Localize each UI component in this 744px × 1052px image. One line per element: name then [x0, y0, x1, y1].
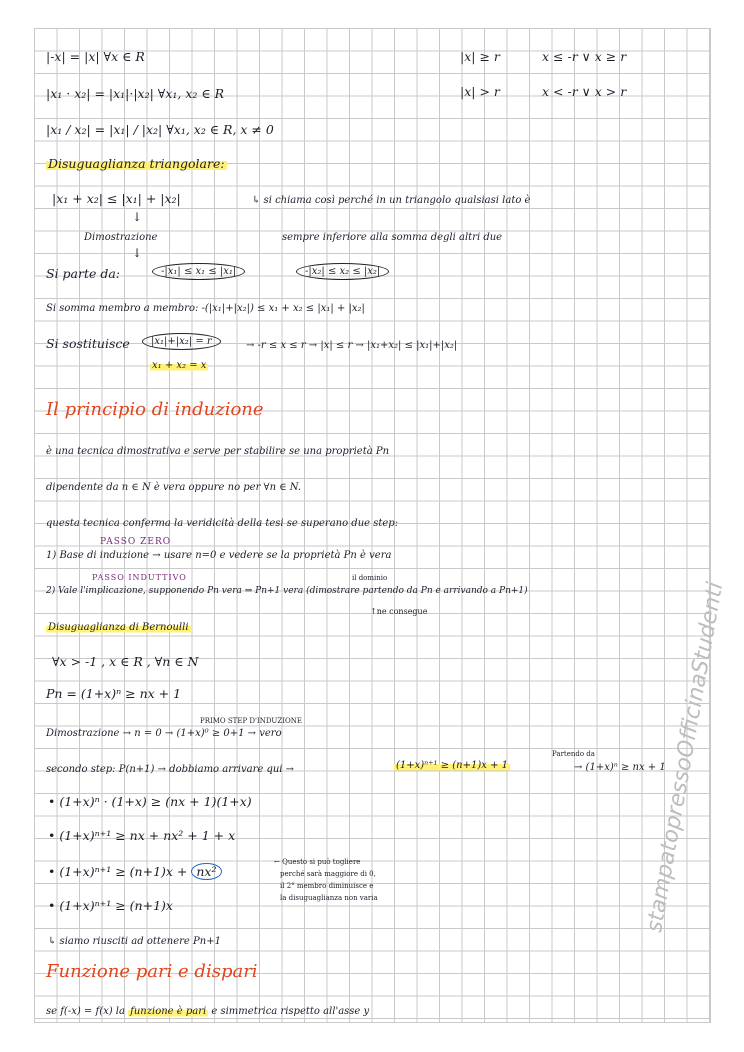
abs-property-right-1b: x ≤ -r ∨ x ≥ r — [542, 49, 627, 64]
bernoulli-note-1: ← Questo si può togliere — [274, 858, 361, 866]
bernoulli-demo: Dimostrazione → n = 0 → (1+x)⁰ ≥ 0+1 → vero — [46, 728, 282, 739]
step-zero-label: PASSO ZERO — [100, 537, 172, 547]
bernoulli-from-note: Partendo da — [552, 750, 595, 758]
triangle-start-label: Si parte da: — [46, 266, 121, 281]
induction-step-1: 1) Base di induzione → usare n=0 e vedere se la proprietà Pn è vera — [46, 550, 392, 561]
step-inductive-label: PASSO INDUTTIVO — [92, 573, 187, 582]
induction-paragraph-3: questa tecnica conferma la veridicità della tesi se superano due step: — [46, 518, 399, 529]
bernoulli-bullet-3: • (1+x)ⁿ⁺¹ ≥ (n+1)x + nx² — [48, 864, 222, 880]
induction-paragraph-1: è una tecnica dimostrativa e serve per stabilire se una proprietà Pn — [46, 446, 390, 457]
triangle-comment: ↳ si chiama così perché in un triangolo qualsiasi lato è — [252, 195, 531, 206]
section-title-triangle: Disuguaglianza triangolare: — [48, 156, 225, 171]
bernoulli-step-2: secondo step: P(n+1) → dobbiamo arrivare qui → — [46, 764, 295, 775]
abs-property-right-2a: |x| > r — [460, 84, 500, 99]
induction-step-2: 2) Vale l'implicazione, supponendo Pn vera ⇒ Pn+1 vera (dimostrare partendo da Pn e arrivando a Pn+1) — [46, 586, 528, 596]
abs-property-2: |x₁ · x₂| = |x₁|·|x₂| ∀x₁, x₂ ∈ R — [46, 86, 225, 101]
bernoulli-step-2-target: (1+x)ⁿ⁺¹ ≥ (n+1)x + 1 — [396, 760, 508, 771]
section-title-induction: Il principio di induzione — [46, 399, 264, 420]
triangle-ineq-1: -|x₁| ≤ x₁ ≤ |x₁| — [152, 264, 245, 280]
triangle-sum-line: Si somma membro a membro: -(|x₁|+|x₂|) ≤ x₁ + x₂ ≤ |x₁| + |x₂| — [46, 303, 365, 314]
section-title-bernoulli: Disuguaglianza di Bernoulli — [48, 622, 189, 633]
abs-property-right-2b: x < -r ∨ x > r — [542, 84, 627, 99]
triangle-subst-rest: → -r ≤ x ≤ r → |x| ≤ r → |x₁+x₂| ≤ |x₁|+|x₂| — [246, 340, 458, 351]
bernoulli-conclusion: ↳ siamo riusciti ad ottenere Pn+1 — [48, 936, 221, 947]
triangle-comment-2: sempre inferiore alla somma degli altri due — [282, 232, 503, 243]
triangle-ineq-2: -|x₂| ≤ x₂ ≤ |x₂| — [296, 264, 389, 280]
bernoulli-step-2-from: → (1+x)ⁿ ≥ nx + 1 — [574, 762, 666, 773]
bernoulli-bullet-4: • (1+x)ⁿ⁺¹ ≥ (n+1)x — [48, 898, 173, 913]
abs-property-3: |x₁ / x₂| = |x₁| / |x₂| ∀x₁, x₂ ∈ R, x ≠ 0 — [46, 122, 274, 137]
triangle-demo-label: Dimostrazione — [84, 232, 158, 243]
bernoulli-note-3: il 2° membro diminuisce e — [280, 882, 374, 890]
bernoulli-note-2: perché sarà maggiore di 0, — [280, 870, 376, 878]
bernoulli-note-4: la disuguaglianza non varia — [280, 894, 378, 902]
triangle-subst-highlight: x₁ + x₂ = x — [152, 360, 207, 371]
triangle-subst-oval: |x₁|+|x₂| = r — [142, 334, 221, 350]
abs-property-right-1a: |x| ≥ r — [460, 49, 500, 64]
triangle-formula: |x₁ + x₂| ≤ |x₁| + |x₂| — [52, 191, 181, 206]
arrow-down-icon: ↓ — [132, 210, 143, 224]
arrow-down-icon: ↓ — [132, 246, 143, 260]
parity-definition: se f(-x) = f(x) la funzione è pari e simmetrica rispetto all'asse y — [46, 1006, 370, 1017]
bernoulli-bullet-2: • (1+x)ⁿ⁺¹ ≥ nx + nx² + 1 + x — [48, 828, 236, 843]
triangle-subst-label: Si sostituisce — [46, 336, 130, 351]
bernoulli-conditions: ∀x > -1 , x ∈ R , ∀n ∈ N — [52, 654, 199, 669]
bernoulli-pn: Pn = (1+x)ⁿ ≥ nx + 1 — [46, 686, 182, 701]
section-title-parity: Funzione pari e dispari — [46, 961, 258, 982]
bernoulli-first-step-note: PRIMO STEP D'INDUZIONE — [200, 717, 302, 725]
watermark-text: stampatopressoOfficinaStudenti — [642, 580, 729, 935]
induction-paragraph-2: dipendente da n ∈ N è vera oppure no per ∀n ∈ N. — [46, 482, 302, 493]
abs-property-1: |-x| = |x| ∀x ∈ R — [46, 49, 145, 64]
induction-step-2-note-2: ↑ne consegue — [370, 607, 428, 616]
induction-step-2-note: il dominio — [352, 574, 388, 582]
grid-notebook-page — [34, 28, 711, 1023]
bernoulli-bullet-1: • (1+x)ⁿ · (1+x) ≥ (nx + 1)(1+x) — [48, 794, 252, 809]
circled-term: nx² — [191, 863, 221, 880]
